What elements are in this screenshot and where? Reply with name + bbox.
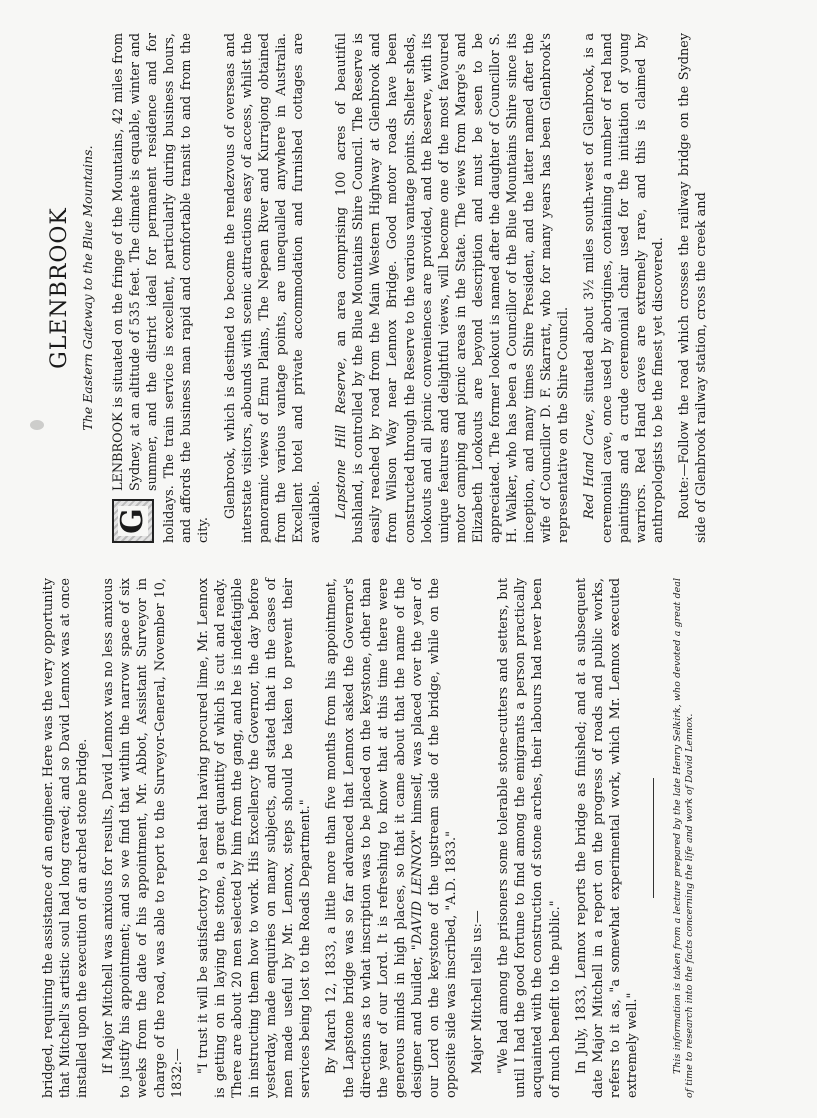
route-paragraph: Route:—Follow the road which crosses the railway bridge on the Sydney side of Glenbrook railway station, cross the creek and [676, 33, 709, 543]
red-hand-heading: Red Hand Cave, [582, 409, 598, 519]
red-hand-cave-paragraph [581, 33, 666, 543]
selkirk-footnote: This information is taken from a lecture prepared by the late Henry Selkirk, who devoted a great deal of time to research into the facts concerning the life and work of David Lennox. [672, 578, 695, 1098]
lennox-bridge-paragraph-2: If Major Mitchell was anxious for results, David Lennox was no less anxious to justify his appointment; and so we find that within the narrow space of six weeks from the date of his appointment, Mr. Abbot, Assistant Surveyor in charge of the road, was able to report to the Surveyor-General, November 10, 1832:— [101, 578, 185, 1098]
ink-smudge [30, 420, 44, 430]
keystone-text-start: By March 12, 1833, a little more than five months from his appointment, the Lapstone bridge was so far advanced that Lennox asked the Governor's directions as to what inscription was to be placed on the keystone, other than the year of our Lord. It is refreshing to know that at this time there were generous minds in high places, so that it came about that the name of the designer and builder, " [324, 578, 425, 1098]
lennox-bridge-paragraph-1: bridged, requiring the assistance of an engineer. Here was the very opportunity that Mitchell's artistic soul had long craved; and so David Lennox was at once installed upon the execution of an arched stone bridge. [41, 578, 91, 1098]
red-hand-text: situated about 3½ miles south-west of Glenbrook, is a ceremonial cave, once used by aborigines, containing a number of red hand paintings and a crude ceremonial chair used for the initiation of young warriors. Red Hand caves are extremely rare, and this is claimed by anthropologists to be the finest yet discovered. [582, 33, 666, 543]
dropcap [112, 497, 156, 543]
attractions-paragraph: Glenbrook, which is destined to become the rendezvous of overseas and interstate visitors, abounds with scenic attractions easy of access, whilst the panoramic views of Emu Plains, The Nepean River and Kurrajong obtained from the various vantage points, are unequalled anywhere in Australia. Excellent hotel and private accommodation and furnished cottages are available. [222, 33, 324, 543]
page-title: GLENBROOK [47, 207, 72, 369]
keystone-name: DAVID LENNOX [409, 835, 425, 945]
mitchell-tells-line: Major Mitchell tells us:— [470, 910, 486, 1074]
left-page [40, 578, 780, 1098]
keystone-text-end: " himself, was placed over the year of our Lord on the keystone of the upstream side of the bridge, while on the opposite side was inscribed, "A.D. 1833." [409, 578, 460, 1098]
mitchell-quote: "We had among the prisoners some tolerable stone-cutters and setters, but until I had the good fortune to find among the emigrants a person practically acquainted with the construction of stone arches, their labours had never been of much benefit to the public." [496, 578, 563, 1098]
right-page [40, 33, 780, 543]
bridge-finished-paragraph: In July, 1833, Lennox reports the bridge as finished; and at a subsequent date Major Mitchell in a report on the progress of roads and public works, refers to it as, "a somewhat experimental work, which Mr. Lennox executed extremely well." [573, 578, 640, 1098]
abbot-report-quote: "I trust it will be satisfactory to hear that having procured lime, Mr. Lennox is getting on in laying the stone, a great quantity of which is cut and ready. There are about 20 men selected by him from the gang, and he is indefatigible in instructing them how to work. His Excellency the Governor, the day before yesterday, made enquiries on many subjects, and stated that in the cases of men made useful by Mr. Lennox, steps should be taken to prevent their services being lost to the Roads Department." [195, 578, 314, 1098]
intro-paragraph [110, 33, 213, 543]
section-divider [653, 778, 654, 898]
page-subtitle: The Eastern Gateway to the Blue Mountains. [80, 145, 95, 431]
lapstone-heading: Lapstone Hill Reserve, [334, 357, 350, 519]
lapstone-text: an area comprising 100 acres of beautiful bushland, is controlled by the Blue Mountains Shire Council. The Reserve is easily reached by road from the Main Western Highway at Glenbrook and from Wilson Way near Lennox Bridge. Good motor roads have been constructed through the Reserve to the various vantage points. Shelter sheds, lookouts and all picnic conveniences are provided, and the Reserve, with its unique features and delightful views, will become one of the most favoured motor camping and picnic areas in the State. The views from Marge's and Elizabeth Lookouts are beyond description and must be seen to be appreciated. The former lookout is named after the daughter of Councillor S. H. Walker, who has been a Councillor of the Blue Mountains Shire since its inception, and many times Shire President, and the latter named after the wife of Councillor D. F. Skarratt, who for many years has been Glenbrook's representative on the Shire Council. [334, 33, 572, 543]
ornamental-letter-icon [112, 499, 154, 543]
dropcap-letter: G [115, 508, 150, 534]
intro-text: LENBROOK is situated on the fringe of the Mountains, 42 miles from Sydney, at an altitude of 535 feet. The climate is equable, winter and summer, and the district ideal for permanent residence and for holidays. The train service is excellent, particularly during business hours, and affords the business man rapid and comfortable transit to and from the city. [111, 33, 212, 543]
keystone-paragraph [323, 578, 460, 1098]
lapstone-reserve-paragraph [333, 33, 572, 543]
